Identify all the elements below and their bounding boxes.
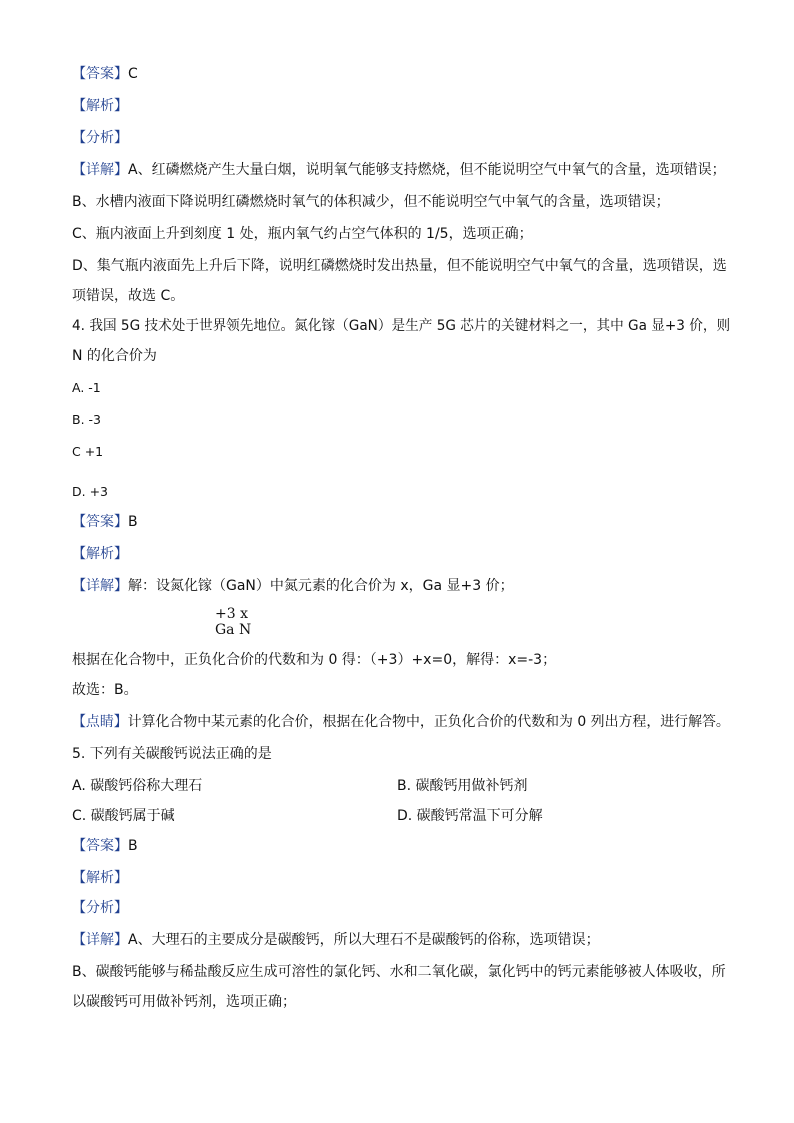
detail-5-line-2: B、碳酸钙能够与稀盐酸反应生成可溶性的氯化钙、水和二氧化碳，氯化钙中的钙元素能够被人体吸收，所 (72, 964, 726, 980)
formula-valence: +3 x (215, 606, 248, 622)
answer-value: C (128, 66, 138, 82)
detail-d-line: D、集气瓶内液面先上升后下降，说明红磷燃烧时发出热量，但不能说明空气中氧气的含量，选项错误，选 (72, 258, 727, 274)
question-5-option-a: A. 碳酸钙俗称大理石 (72, 778, 203, 794)
question-4-stem: 4. 我国 5G 技术处于世界领先地位。氮化镓（GaN）是生产 5G 芯片的关键材料之一，其中 Ga 显+3 价，则 (72, 318, 731, 334)
detail-4-line: 【详解】解：设氮化镓（GaN）中氮元素的化合价为 x，Ga 显+3 价； (72, 578, 514, 594)
formula-gan: Ga N (215, 622, 252, 638)
question-5-option-b: B. 碳酸钙用做补钙剂 (397, 778, 528, 794)
analysis-5-tag: 【解析】 (72, 870, 128, 886)
question-5-option-d: D. 碳酸钙常温下可分解 (397, 808, 543, 824)
fenxi-5-tag: 【分析】 (72, 900, 128, 916)
question-5-option-c: C. 碳酸钙属于碱 (72, 808, 175, 824)
note-4-line: 【点睛】计算化合物中某元素的化合价，根据在化合物中，正负化合价的代数和为 0 列出方程，进行解答。 (72, 714, 730, 730)
question-4-option-d: D. +3 (72, 484, 108, 499)
detail-line (72, 160, 726, 180)
detail-5-line-3: 以碳酸钙可用做补钙剂，选项正确； (72, 994, 296, 1010)
detail-d-line-2: 项错误，故选 C。 (72, 288, 185, 304)
answer-tag: 【答案】 (72, 66, 128, 82)
question-4-option-b: B. -3 (72, 412, 101, 427)
analysis-tag: 【解析】 (72, 98, 128, 114)
answer-5-line: 【答案】B (72, 838, 138, 854)
detail-text: A、红磷燃烧产生大量白烟，说明氧气能够支持燃烧，但不能说明空气中氧气的含量，选项错误； (128, 162, 726, 178)
detail-4-line-3: 故选：B。 (72, 682, 138, 698)
detail-b-line: B、水槽内液面下降说明红磷燃烧时氧气的体积减少，但不能说明空气中氧气的含量，选项错误； (72, 194, 670, 210)
detail-5-line: 【详解】A、大理石的主要成分是碳酸钙，所以大理石不是碳酸钙的俗称，选项错误； (72, 932, 600, 948)
detail-c-line: C、瓶内液面上升到刻度 1 处，瓶内氧气约占空气体积的 1/5，选项正确； (72, 226, 533, 242)
question-5-stem: 5. 下列有关碳酸钙说法正确的是 (72, 746, 272, 762)
question-4-option-c: C +1 (72, 444, 104, 459)
answer-line (72, 64, 138, 84)
question-4-stem-2: N 的化合价为 (72, 348, 157, 364)
detail-4-line-2: 根据在化合物中，正负化合价的代数和为 0 得：（+3）+x=0，解得：x=-3； (72, 652, 557, 668)
question-4-option-a: A. -1 (72, 380, 101, 395)
fenxi-tag: 【分析】 (72, 130, 128, 146)
detail-tag: 【详解】 (72, 162, 128, 178)
analysis-4-tag: 【解析】 (72, 546, 128, 562)
answer-4-line: 【答案】B (72, 514, 138, 530)
